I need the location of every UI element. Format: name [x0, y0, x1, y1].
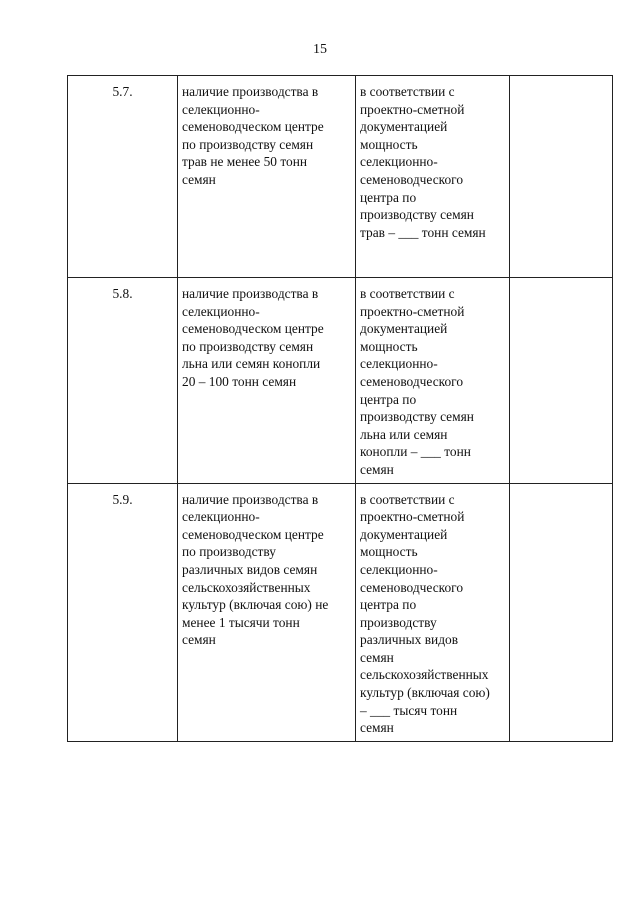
requirement-line: центра по [360, 391, 417, 407]
criterion-line: по производству семян [182, 136, 314, 152]
requirement-line: проектно-сметной [360, 101, 465, 117]
requirement-line: – ___ тысяч тонн [360, 702, 458, 718]
requirement-line: документацией [360, 321, 448, 337]
table-row [68, 483, 613, 741]
criterion-line: 20 – 100 тонн семян [182, 373, 297, 389]
criterion-line: семеноводческом центре [182, 119, 324, 135]
requirement-line: производству семян [360, 207, 474, 223]
requirement-line: центра по [360, 597, 417, 613]
requirement-line: центра по [360, 189, 417, 205]
requirement-line: сельскохозяйственных [360, 667, 489, 683]
requirement-line: документацией [360, 119, 448, 135]
requirement-line: культур (включая сою) [360, 685, 490, 701]
criterion-line: семян [182, 171, 216, 187]
requirement-line: семян [360, 720, 394, 736]
note-cell [510, 278, 613, 484]
criterion-line: селекционно- [182, 303, 260, 319]
note-cell [510, 483, 613, 741]
criterion-line: наличие производства в [182, 491, 319, 507]
criterion-line: наличие производства в [182, 286, 319, 301]
row-number: 5.8. [68, 278, 178, 484]
requirement-line: конопли – ___ тонн [360, 444, 471, 460]
criterion-line: семеноводческом центре [182, 321, 324, 337]
requirement-line: семеноводческого [360, 579, 464, 595]
criterion-line: менее 1 тысячи тонн [182, 614, 300, 630]
criterion-line: культур (включая сою) не [182, 597, 329, 613]
requirement-line: селекционно- [360, 561, 438, 577]
requirement-line: в соответствии с [360, 84, 455, 99]
requirement-line: производству [360, 614, 437, 630]
requirement-line: мощность [360, 338, 418, 354]
criterion-cell [178, 278, 356, 484]
requirement-line: семеноводческого [360, 171, 464, 187]
requirement-line: документацией [360, 526, 448, 542]
criterion-line: трав не менее 50 тонн [182, 154, 308, 170]
criterion-line: сельскохозяйственных [182, 579, 311, 595]
table-row [68, 278, 613, 484]
requirement-line: производству семян [360, 409, 474, 425]
requirement-line: трав – ___ тонн семян [360, 224, 486, 240]
criterion-cell [178, 483, 356, 741]
criterion-line: по производству семян [182, 338, 314, 354]
criterion-cell [178, 76, 356, 278]
page-number: 15 [313, 42, 327, 57]
criterion-line: селекционно- [182, 101, 260, 117]
criterion-line: наличие производства в [182, 84, 319, 99]
requirements-table [67, 75, 613, 742]
criterion-line: селекционно- [182, 509, 260, 525]
requirement-line: мощность [360, 544, 418, 560]
requirement-line: льна или семян [360, 426, 448, 442]
requirement-line: мощность [360, 136, 418, 152]
requirement-line: проектно-сметной [360, 303, 465, 319]
row-number: 5.7. [68, 76, 178, 278]
requirement-line: селекционно- [360, 356, 438, 372]
requirement-line: в соответствии с [360, 286, 455, 301]
requirement-line: семян [360, 649, 394, 665]
row-number: 5.9. [68, 483, 178, 741]
criterion-line: различных видов семян [182, 561, 318, 577]
requirement-cell [356, 76, 510, 278]
requirement-line: различных видов [360, 632, 459, 648]
requirement-line: семеноводческого [360, 373, 464, 389]
note-cell [510, 76, 613, 278]
criterion-line: льна или семян конопли [182, 356, 321, 372]
table-row [68, 76, 613, 278]
criterion-line: по производству [182, 544, 276, 560]
requirement-line: проектно-сметной [360, 509, 465, 525]
criterion-line: семеноводческом центре [182, 526, 324, 542]
requirement-line: семян [360, 461, 394, 477]
requirement-line: селекционно- [360, 154, 438, 170]
criterion-line: семян [182, 632, 216, 648]
requirement-cell [356, 278, 510, 484]
requirement-cell [356, 483, 510, 741]
requirement-line: в соответствии с [360, 491, 455, 507]
